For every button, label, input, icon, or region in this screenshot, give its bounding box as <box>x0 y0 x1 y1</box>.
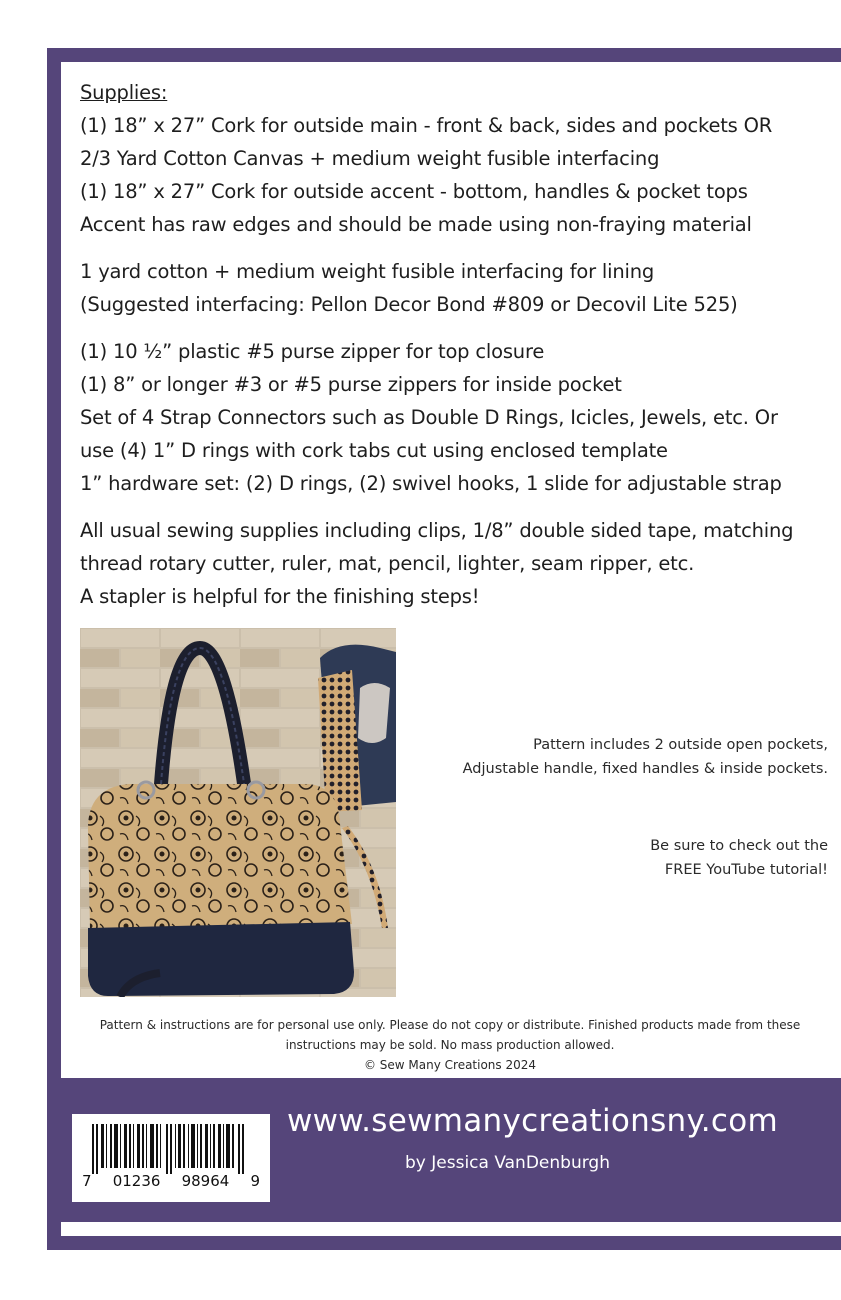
barcode-number <box>72 1172 270 1190</box>
legal-line: Pattern & instructions are for personal use only. Please do not copy or distribute. Finished products made from these <box>99 1018 801 1032</box>
supply-line: Set of 4 Strap Connectors such as Double D Rings, Icicles, Jewels, etc. Or <box>80 406 778 429</box>
supply-line: 1” hardware set: (2) D rings, (2) swivel hooks, 1 slide for adjustable strap <box>80 472 782 495</box>
bottom-strip <box>61 1222 841 1236</box>
supply-line: (1) 18” x 27” Cork for outside main - front & back, sides and pockets OR <box>80 114 773 137</box>
barcode-digit: 7 <box>82 1172 92 1190</box>
caption-line: Adjustable handle, fixed handles & inside pockets. <box>462 761 828 777</box>
caption-line: Be sure to check out the <box>650 838 828 854</box>
website-link[interactable]: www.sewmanycreationsny.com <box>287 1103 778 1139</box>
barcode-digit: 01236 <box>112 1172 161 1190</box>
legal-notice <box>70 1015 830 1075</box>
supply-line: A stapler is helpful for the finishing steps! <box>80 585 480 608</box>
youtube-caption <box>408 834 828 882</box>
supplies-list <box>80 76 840 613</box>
supplies-title: Supplies: <box>80 81 168 104</box>
supply-line: (1) 10 ½” plastic #5 purse zipper for top closure <box>80 340 545 363</box>
supply-line: (Suggested interfacing: Pellon Decor Bond #809 or Decovil Lite 525) <box>80 293 738 316</box>
supply-line: Accent has raw edges and should be made using non-fraying material <box>80 213 752 236</box>
supply-line: 2/3 Yard Cotton Canvas + medium weight fusible interfacing <box>80 147 660 170</box>
caption-line: Pattern includes 2 outside open pockets, <box>533 737 828 753</box>
author-byline: by Jessica VanDenburgh <box>405 1153 610 1173</box>
bag-photo <box>80 628 396 997</box>
barcode-bars <box>84 1124 258 1174</box>
supply-line: (1) 18” x 27” Cork for outside accent - bottom, handles & pocket tops <box>80 180 748 203</box>
supply-line: (1) 8” or longer #3 or #5 purse zippers for inside pocket <box>80 373 622 396</box>
copyright: © Sew Many Creations 2024 <box>363 1058 537 1072</box>
barcode-digit: 98964 <box>181 1172 230 1190</box>
supply-line: 1 yard cotton + medium weight fusible interfacing for lining <box>80 260 655 283</box>
barcode <box>72 1114 270 1202</box>
caption-line: FREE YouTube tutorial! <box>664 862 828 878</box>
supply-line: use (4) 1” D rings with cork tabs cut using enclosed template <box>80 439 668 462</box>
legal-line: instructions may be sold. No mass production allowed. <box>285 1038 615 1052</box>
supply-line: All usual sewing supplies including clips, 1/8” double sided tape, matching <box>80 519 794 542</box>
barcode-digit: 9 <box>250 1172 260 1190</box>
supply-line: thread rotary cutter, ruler, mat, pencil, lighter, seam ripper, etc. <box>80 552 695 575</box>
pockets-caption <box>408 733 828 781</box>
